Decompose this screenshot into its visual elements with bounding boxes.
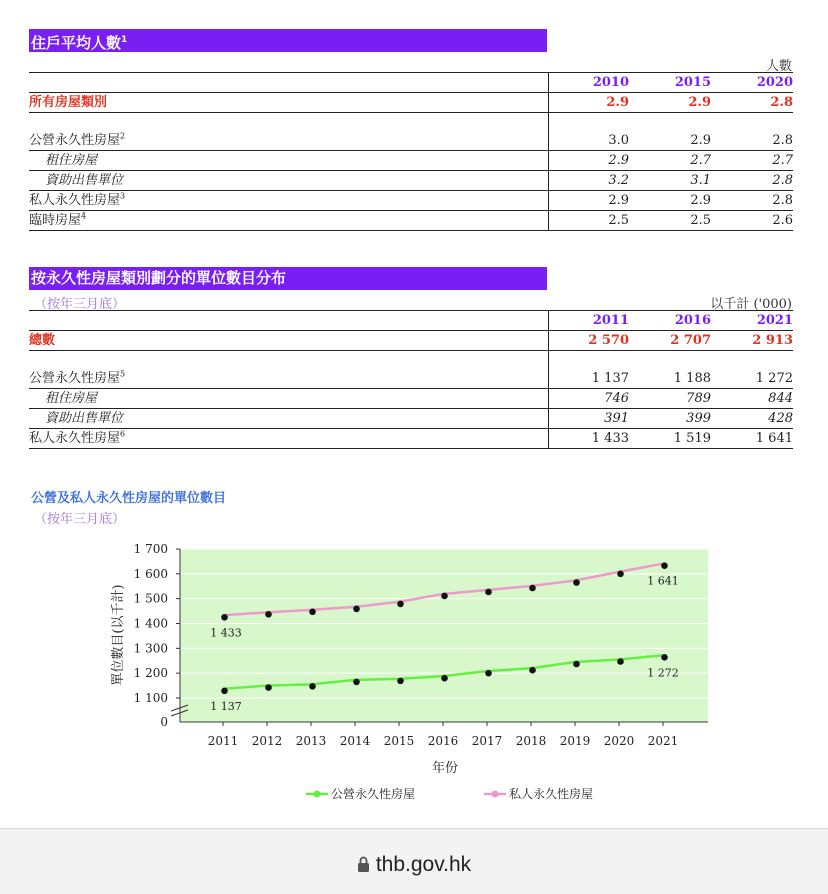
y-tick-label: 1 300 bbox=[133, 641, 168, 656]
table-row bbox=[29, 369, 793, 389]
row-value: 1 641 bbox=[711, 429, 793, 449]
row-label: 資助出售單位 bbox=[29, 409, 549, 429]
x-tick-label: 2020 bbox=[603, 734, 635, 748]
table1-header-row bbox=[29, 73, 793, 93]
plot-area bbox=[180, 549, 708, 722]
table2 bbox=[29, 310, 793, 449]
data-point bbox=[661, 562, 668, 569]
x-tick-label: 2018 bbox=[515, 734, 547, 748]
data-point bbox=[397, 678, 404, 685]
x-tick-label: 2019 bbox=[559, 734, 591, 748]
data-point bbox=[573, 579, 580, 586]
table-row bbox=[29, 389, 793, 409]
y-tick-label: 0 bbox=[160, 715, 168, 729]
data-point bbox=[265, 611, 272, 618]
row-label: 私人永久性房屋 bbox=[29, 431, 121, 446]
row-label: 臨時房屋 bbox=[29, 213, 82, 228]
table-row bbox=[29, 191, 793, 211]
row-value: 1 272 bbox=[711, 369, 793, 389]
table-row bbox=[29, 211, 793, 231]
x-tick-label: 2012 bbox=[251, 734, 283, 748]
data-label: 1 433 bbox=[210, 626, 242, 640]
table-row bbox=[29, 171, 793, 191]
data-point bbox=[617, 571, 624, 578]
table2-year: 2016 bbox=[629, 311, 711, 331]
row-note: 3 bbox=[120, 191, 126, 201]
row-value: 2.6 bbox=[711, 211, 793, 231]
data-point bbox=[309, 683, 316, 690]
chart-title: 公營及私人永久性房屋的單位數目 bbox=[31, 491, 227, 506]
data-point bbox=[573, 661, 580, 668]
row-value: 399 bbox=[629, 409, 711, 429]
x-axis-title: 年份 bbox=[431, 761, 459, 776]
data-point bbox=[397, 601, 404, 608]
table2-spacer-row bbox=[29, 351, 793, 370]
row-value: 2.9 bbox=[549, 191, 630, 211]
table1-title-band bbox=[29, 29, 547, 52]
y-tick-label: 1 200 bbox=[133, 666, 168, 681]
data-label: 1 137 bbox=[210, 699, 242, 713]
row-value: 1 433 bbox=[549, 429, 630, 449]
row-value: 2.7 bbox=[629, 151, 711, 171]
table1-spacer-row bbox=[29, 113, 793, 132]
row-label: 公營永久性房屋 bbox=[29, 371, 121, 386]
data-point bbox=[221, 614, 228, 621]
data-label: 1 641 bbox=[647, 574, 679, 588]
data-point bbox=[353, 606, 360, 613]
table2-total-row bbox=[29, 331, 793, 351]
row-value: 789 bbox=[629, 389, 711, 409]
data-point bbox=[265, 684, 272, 691]
table2-total-value: 2 570 bbox=[549, 331, 630, 351]
y-tick-label: 1 700 bbox=[133, 542, 168, 556]
table2-unit: 以千計 ('000) bbox=[710, 297, 792, 312]
table1-year: 2010 bbox=[549, 73, 630, 93]
row-value: 428 bbox=[711, 409, 793, 429]
row-value: 2.5 bbox=[629, 211, 711, 231]
y-tick-label: 1 400 bbox=[133, 616, 168, 631]
table2-header-row bbox=[29, 311, 793, 331]
y-axis-title: 單位數目(以千計) bbox=[111, 584, 126, 686]
url-text: thb.gov.hk bbox=[375, 853, 472, 876]
row-value: 3.1 bbox=[629, 171, 711, 191]
data-point bbox=[485, 670, 492, 677]
table1-total-value: 2.8 bbox=[711, 93, 793, 113]
table1-total-value: 2.9 bbox=[629, 93, 711, 113]
x-tick-label: 2016 bbox=[427, 734, 459, 748]
table2-year: 2011 bbox=[549, 311, 630, 331]
table2-year: 2021 bbox=[711, 311, 793, 331]
table1-total-row bbox=[29, 93, 793, 113]
table1-year: 2020 bbox=[711, 73, 793, 93]
row-value: 2.7 bbox=[711, 151, 793, 171]
table1 bbox=[29, 72, 793, 231]
table1-unit: 人數 bbox=[765, 59, 792, 74]
legend-marker bbox=[314, 791, 321, 798]
data-point bbox=[529, 667, 536, 674]
row-value: 3.0 bbox=[549, 131, 630, 151]
row-label: 租住房屋 bbox=[29, 151, 549, 171]
data-point bbox=[221, 688, 228, 695]
legend-label: 私人永久性房屋 bbox=[509, 787, 594, 801]
row-value: 2.9 bbox=[629, 131, 711, 151]
x-tick-label: 2011 bbox=[207, 734, 239, 748]
row-value: 2.5 bbox=[549, 211, 630, 231]
table-row bbox=[29, 429, 793, 449]
table2-total-value: 2 913 bbox=[711, 331, 793, 351]
line-chart bbox=[0, 535, 828, 810]
row-value: 1 137 bbox=[549, 369, 630, 389]
row-value: 2.9 bbox=[629, 191, 711, 211]
browser-bottom-bar bbox=[0, 828, 828, 894]
row-value: 844 bbox=[711, 389, 793, 409]
x-tick-label: 2021 bbox=[647, 734, 679, 748]
table1-title: 住戶平均人數 bbox=[31, 34, 122, 52]
address-bar[interactable] bbox=[0, 853, 828, 877]
row-label: 資助出售單位 bbox=[29, 171, 549, 191]
table1-title-note: 1 bbox=[121, 35, 128, 45]
row-value: 2.8 bbox=[711, 191, 793, 211]
data-point bbox=[617, 658, 624, 665]
lock-icon bbox=[357, 856, 370, 873]
row-label: 租住房屋 bbox=[29, 389, 549, 409]
row-label: 公營永久性房屋 bbox=[29, 133, 121, 148]
data-point bbox=[485, 589, 492, 596]
table2-total-label: 總數 bbox=[29, 331, 549, 351]
table2-subtitle: （按年三月底） bbox=[34, 297, 126, 312]
y-tick-label: 1 500 bbox=[133, 591, 168, 606]
row-note: 4 bbox=[81, 211, 87, 221]
x-tick-label: 2015 bbox=[383, 734, 415, 748]
row-note: 6 bbox=[120, 429, 126, 439]
row-value: 746 bbox=[549, 389, 630, 409]
data-point bbox=[441, 593, 448, 600]
row-value: 1 188 bbox=[629, 369, 711, 389]
row-value: 2.8 bbox=[711, 171, 793, 191]
x-tick-label: 2014 bbox=[339, 734, 371, 748]
legend-label: 公營永久性房屋 bbox=[331, 787, 416, 801]
table1-total-value: 2.9 bbox=[549, 93, 630, 113]
row-value: 391 bbox=[549, 409, 630, 429]
row-value: 3.2 bbox=[549, 171, 630, 191]
data-point bbox=[661, 654, 668, 661]
data-point bbox=[441, 675, 448, 682]
data-point bbox=[309, 609, 316, 616]
table-row bbox=[29, 131, 793, 151]
row-value: 2.9 bbox=[549, 151, 630, 171]
table2-title-band bbox=[29, 267, 547, 290]
table-row bbox=[29, 409, 793, 429]
row-value: 2.8 bbox=[711, 131, 793, 151]
chart-subtitle: （按年三月底） bbox=[34, 512, 126, 527]
table-row bbox=[29, 151, 793, 171]
table2-title: 按永久性房屋類別劃分的單位數目分布 bbox=[31, 269, 287, 287]
data-point bbox=[529, 585, 536, 592]
table1-year: 2015 bbox=[629, 73, 711, 93]
table2-total-value: 2 707 bbox=[629, 331, 711, 351]
row-value: 1 519 bbox=[629, 429, 711, 449]
y-tick-label: 1 600 bbox=[133, 566, 168, 581]
x-tick-label: 2013 bbox=[295, 734, 327, 748]
data-point bbox=[353, 679, 360, 686]
table1-total-label: 所有房屋類別 bbox=[29, 93, 549, 113]
legend-marker bbox=[492, 791, 499, 798]
row-label: 私人永久性房屋 bbox=[29, 193, 121, 208]
y-tick-label: 1 100 bbox=[133, 691, 168, 705]
data-label: 1 272 bbox=[647, 666, 679, 680]
row-note: 2 bbox=[120, 131, 126, 141]
row-note: 5 bbox=[120, 369, 126, 379]
x-tick-label: 2017 bbox=[471, 734, 503, 748]
